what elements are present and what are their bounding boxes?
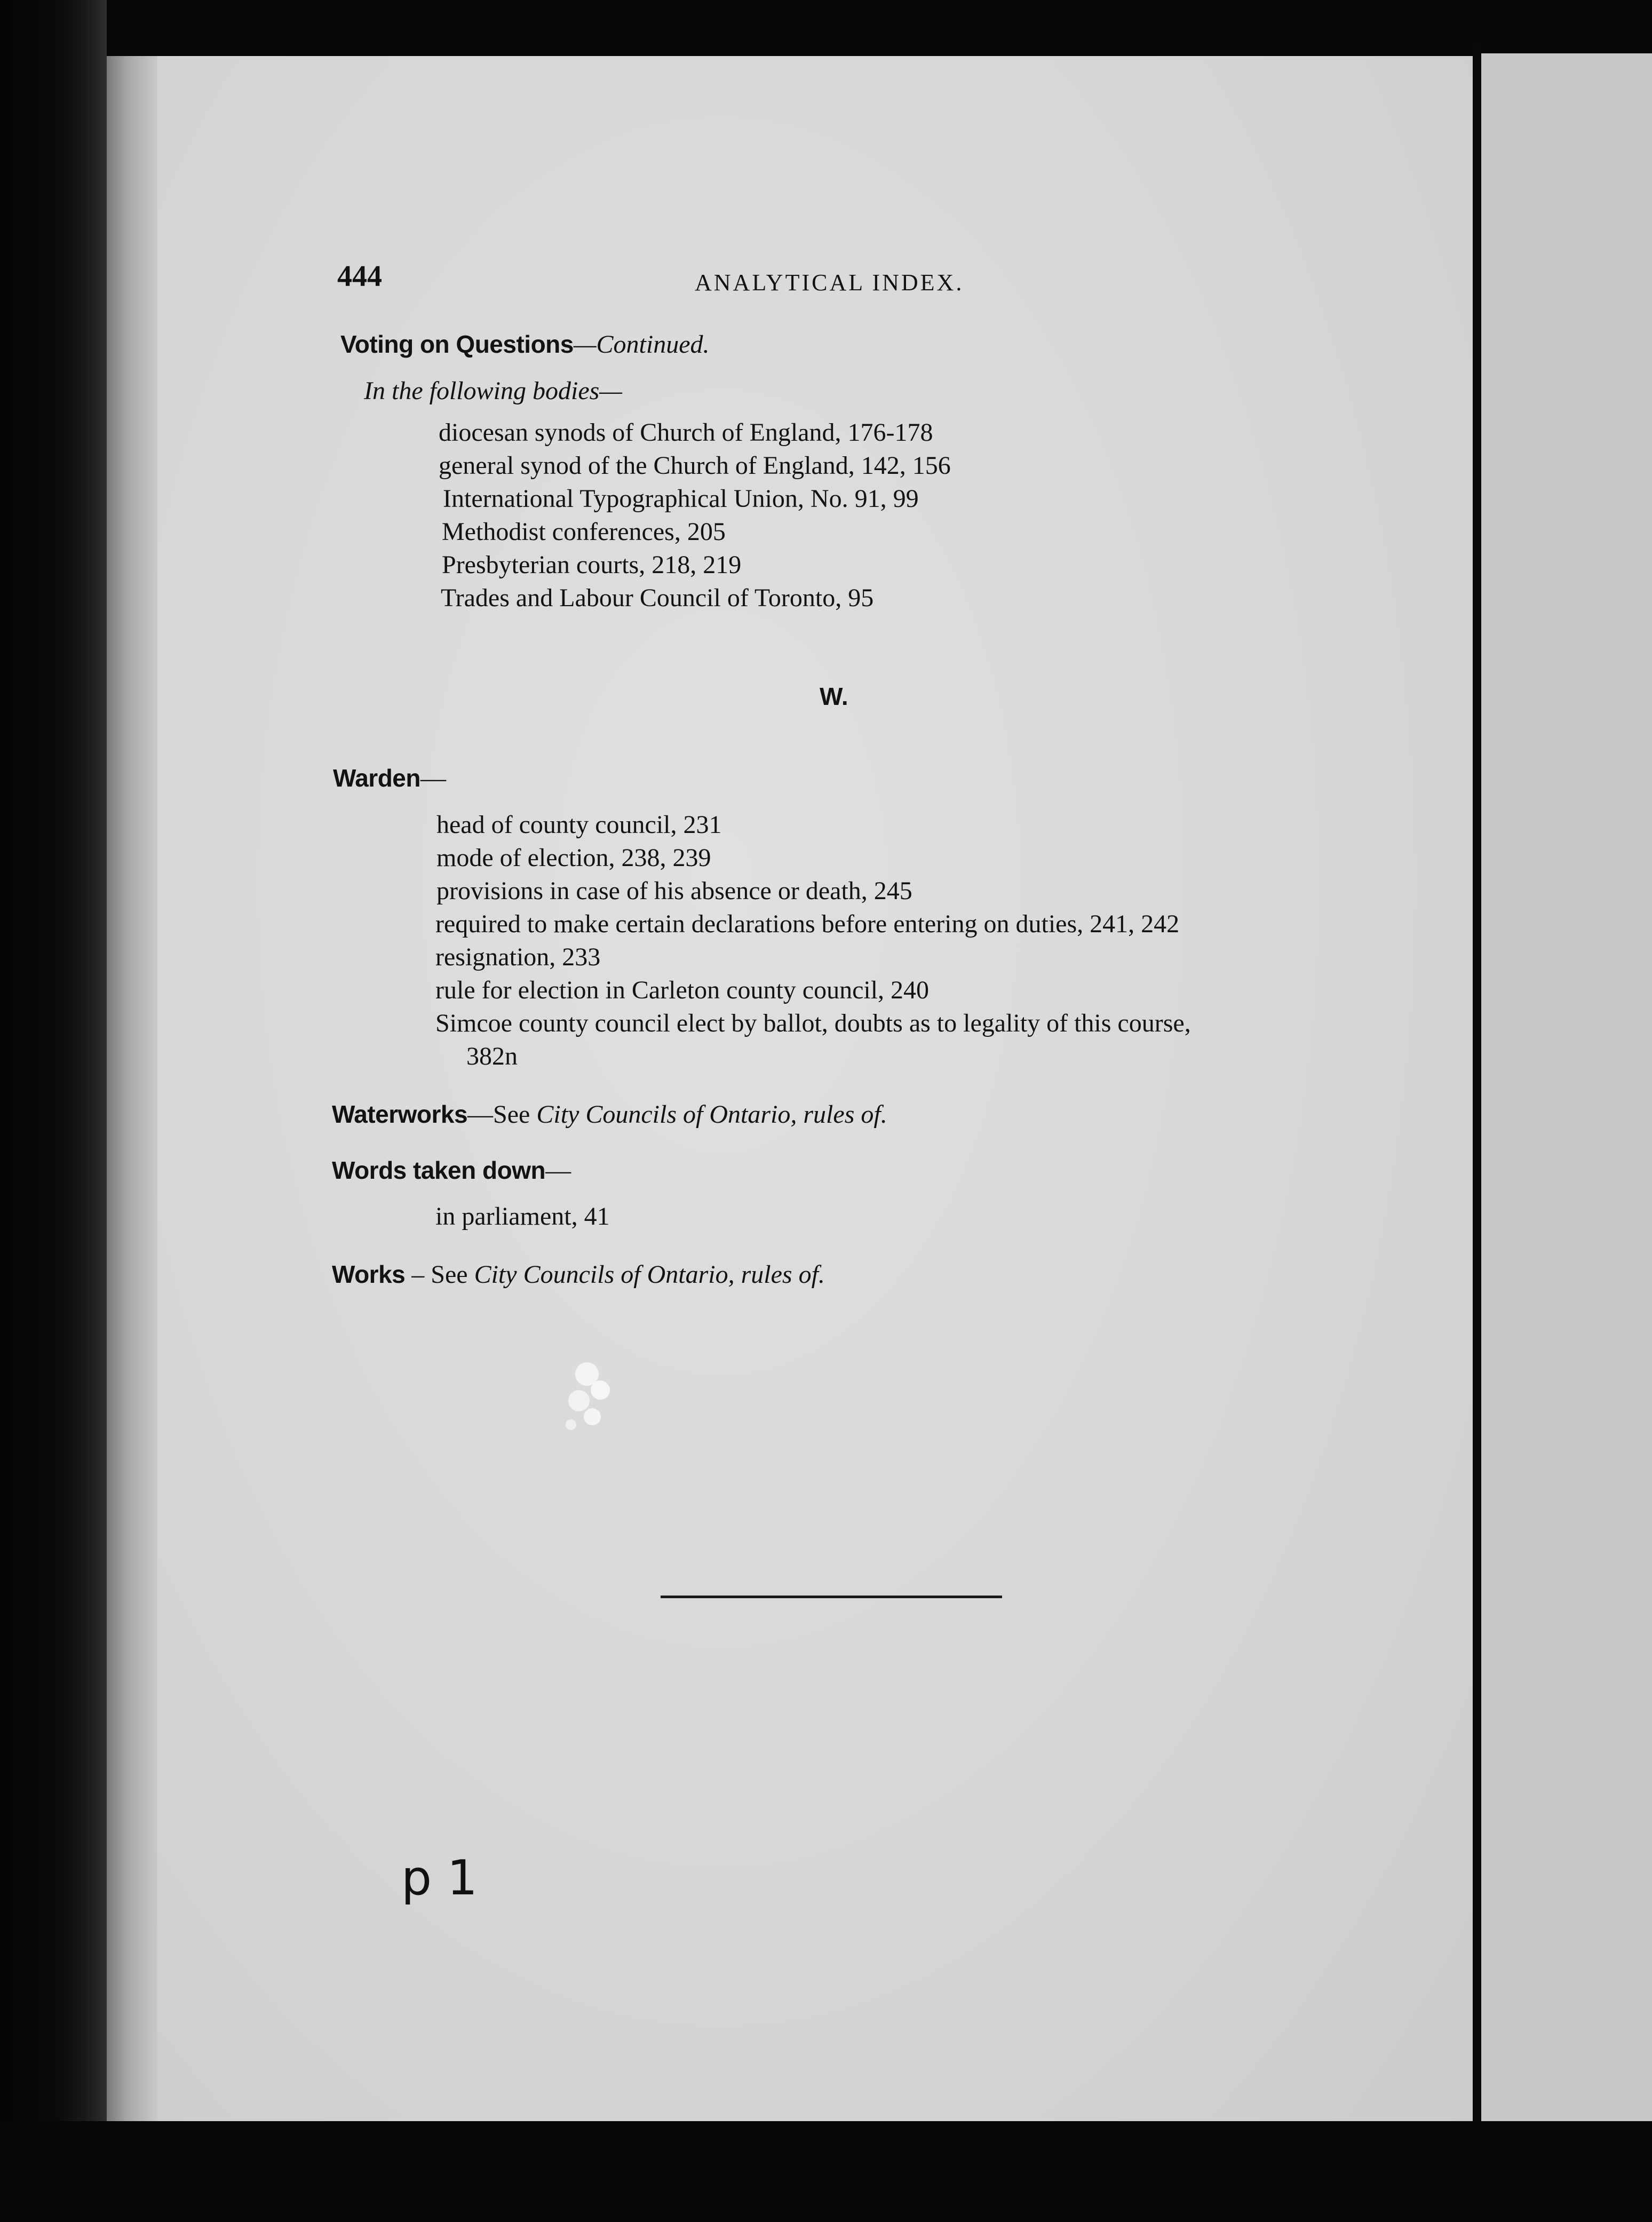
index-item: provisions in case of his absence or death, 245 — [436, 877, 912, 905]
index-item: Methodist conferences, 205 — [442, 518, 726, 546]
heading-text: Words taken down — [332, 1156, 546, 1184]
index-item: required to make certain declarations before entering on duties, 241, 242 — [435, 910, 1180, 938]
index-subheading: In the following bodies— — [364, 377, 622, 405]
heading-dash: — — [545, 1156, 571, 1185]
heading-text: Voting on Questions — [340, 330, 574, 358]
index-item: rule for election in Carleton county council, 240 — [435, 976, 930, 1004]
index-item: International Typographical Union, No. 91, 99 — [443, 485, 919, 513]
heading-dash: — — [420, 764, 446, 792]
index-item: resignation, 233 — [435, 943, 601, 971]
section-letter: W. — [820, 683, 848, 710]
index-item: Trades and Labour Council of Toronto, 95 — [441, 584, 874, 612]
closing-rule — [661, 1596, 1002, 1598]
continued-label: —Continued. — [573, 330, 710, 359]
page-number: 444 — [337, 260, 382, 293]
paper-blemish — [550, 1353, 630, 1449]
index-item: head of county council, 231 — [436, 811, 722, 839]
index-item: mode of election, 238, 239 — [436, 844, 711, 872]
index-item: Presbyterian courts, 218, 219 — [442, 551, 742, 579]
index-heading-waterworks — [332, 1098, 887, 1131]
index-item: Simcoe county council elect by ballot, doubts as to legality of this course, — [435, 1009, 1191, 1037]
running-head: ANALYTICAL INDEX. — [695, 269, 964, 296]
cross-reference: City Councils of Ontario, rules of. — [536, 1100, 887, 1129]
heading-text: Works — [332, 1260, 406, 1288]
index-item: in parliament, 41 — [435, 1202, 610, 1231]
index-heading-words-taken-down — [332, 1154, 571, 1187]
heading-text: Warden — [333, 764, 420, 792]
index-item: diocesan synods of Church of England, 176-178 — [439, 418, 933, 447]
cross-reference: City Councils of Ontario, rules of. — [474, 1260, 825, 1289]
index-item: general synod of the Church of England, 142, 156 — [439, 451, 951, 480]
see-label: —See — [467, 1100, 537, 1129]
index-heading-warden — [333, 762, 446, 795]
heading-text: Waterworks — [332, 1100, 468, 1128]
handwritten-annotation: p 1 — [401, 1850, 478, 1906]
index-heading-voting — [340, 328, 710, 361]
index-heading-works — [332, 1258, 825, 1291]
see-label: – See — [405, 1260, 474, 1289]
index-item-continuation: 382n — [466, 1042, 518, 1070]
